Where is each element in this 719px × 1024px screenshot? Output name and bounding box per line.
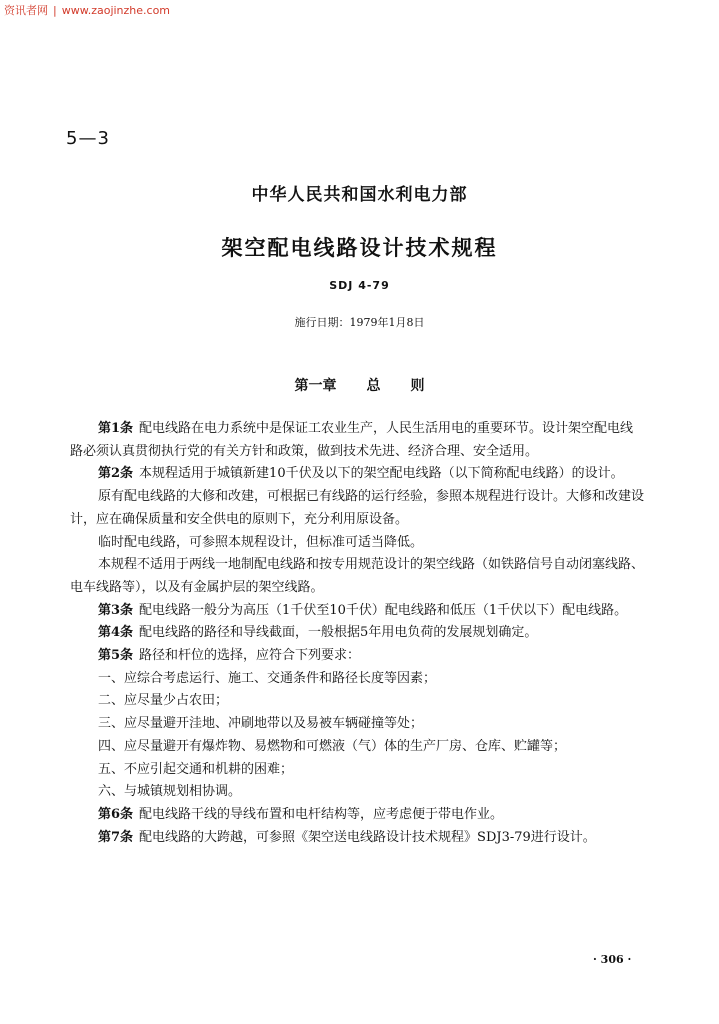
standard-code: SDJ 4-79 xyxy=(329,279,390,292)
article-3 xyxy=(70,600,646,623)
paragraph-rebuild: 原有配电线路的大修和改建，可根据已有线路的运行经验，参照本规程进行设计。大修和改建设计，应在确保质量和安全供电的原则下，充分利用原设备。 xyxy=(70,489,645,527)
list-item: 二、应尽量少占农田； xyxy=(98,693,229,709)
article-text: 本规程适用于城镇新建10千伏及以下的架空配电线路（以下简称配电线路）的设计。 xyxy=(139,466,624,482)
paragraph-temporary: 临时配电线路，可参照本规程设计，但标准可适当降低。 xyxy=(98,534,424,550)
ministry-heading: 中华人民共和国水利电力部 xyxy=(251,185,468,205)
article-2 xyxy=(70,463,646,486)
article-6 xyxy=(70,804,646,827)
paragraph-exclusion: 本规程不适用于两线一地制配电线路和按专用规范设计的架空线路（如铁路信号自动闭塞线路、电车线路等），以及有金属护层的架空线路。 xyxy=(70,557,645,595)
list-item: 五、不应引起交通和机耕的困难； xyxy=(98,761,294,777)
article-text: 配电线路一般分为高压（1千伏至10千伏）配电线路和低压（1千伏以下）配电线路。 xyxy=(139,602,628,618)
article-text: 配电线路的路径和导线截面，一般根据5年用电负荷的发展规划确定。 xyxy=(139,625,538,641)
chapter-number: 第一章 xyxy=(294,378,337,394)
document-body xyxy=(70,418,646,849)
chapter-title-part1: 总 xyxy=(366,378,381,394)
effective-date: 施行日期：1979年1月8日 xyxy=(294,316,425,329)
watermark: 资讯者网 | www.zaojinzhe.com xyxy=(4,4,171,17)
article-7 xyxy=(70,827,646,850)
article-label: 第3条 xyxy=(98,602,134,618)
list-item: 三、应尽量避开洼地、冲刷地带以及易被车辆碰撞等处； xyxy=(98,716,424,732)
list-item: 一、应综合考虑运行、施工、交通条件和路径长度等因素； xyxy=(98,670,437,686)
article-label: 第1条 xyxy=(98,421,134,436)
article-4 xyxy=(70,622,646,645)
article-label: 第6条 xyxy=(98,806,134,822)
article-label: 第4条 xyxy=(98,625,134,641)
article-5 xyxy=(70,645,646,668)
article-text: 配电线路的大跨越，可参照《架空送电线路设计技术规程》SDJ3-79进行设计。 xyxy=(139,829,596,845)
watermark-site-name: 资讯者网 xyxy=(4,4,48,17)
list-item: 四、应尽量避开有爆炸物、易燃物和可燃液（气）体的生产厂房、仓库、贮罐等； xyxy=(98,738,567,754)
chapter-title-part2: 则 xyxy=(410,378,425,394)
article-label: 第7条 xyxy=(98,829,134,845)
chapter-heading xyxy=(0,375,719,395)
article-1 xyxy=(70,418,646,463)
doc-section-code: 5—3 xyxy=(66,128,110,149)
article-text: 配电线路在电力系统中是保证工农业生产，人民生活用电的重要环节。设计架空配电线路必须认真贯彻执行党的有关方针和政策，做到技术先进、经济合理、安全适用。 xyxy=(70,421,634,459)
document-title: 架空配电线路设计技术规程 xyxy=(221,235,498,260)
page-number: · 306 · xyxy=(593,953,632,966)
article-label: 第5条 xyxy=(98,648,134,664)
list-item: 六、与城镇规划相协调。 xyxy=(98,784,242,800)
article-text: 路径和杆位的选择，应符合下列要求： xyxy=(139,648,361,664)
article-label: 第2条 xyxy=(98,466,134,482)
watermark-url: www.zaojinzhe.com xyxy=(61,4,171,17)
article-text: 配电线路干线的导线布置和电杆结构等，应考虑便于带电作业。 xyxy=(139,806,504,822)
